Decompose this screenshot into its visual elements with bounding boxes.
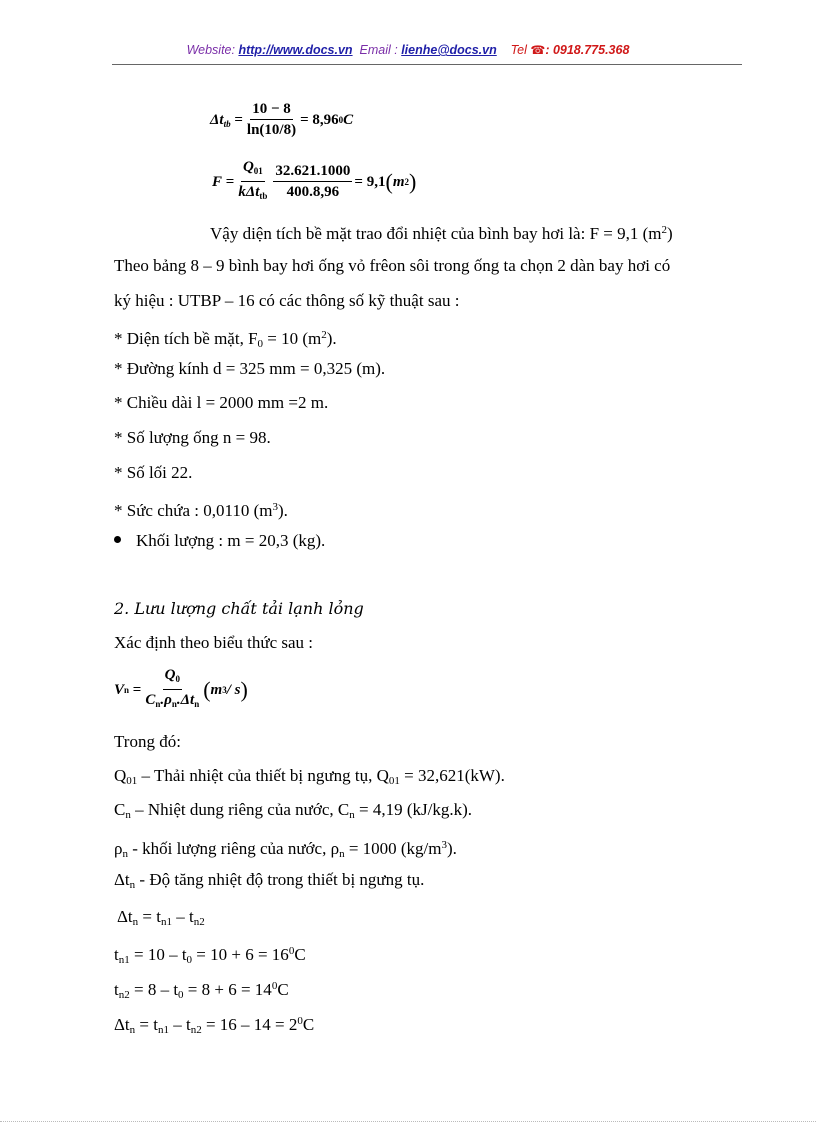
calc-tn2: $t_{n2} = 8 - t_0 = 8 + 6 = 14^0C$ — [114, 980, 289, 1001]
def-cn: $C_n$ – Nhiệt dung riêng của nước, $C_n = 4,19$ (kJ/kg.k). — [114, 800, 472, 821]
equation-delta-t-tb: $\Delta t_{tb}$ = $\frac{10 - 8}{\ln(10/8)}$ = 8,96 0 C — [210, 101, 354, 138]
spec-surface-area: * Diện tích bề mặt, $F_0 = 10$ $(m^2)$. — [114, 329, 337, 350]
spec-passes: * Số lối 22. — [114, 463, 193, 482]
spec-length: * Chiều dài l = 2000 mm =2 m. — [114, 393, 329, 412]
tel-label: Tel — [510, 43, 531, 57]
spec-diameter: * Đường kính d = 325 mm = 0,325 (m). — [114, 359, 386, 378]
email-link[interactable]: lienhe@docs.vn — [401, 43, 497, 57]
def-delta-tn: $\Delta t_n$ - Độ tăng nhiệt độ trong thiết bị ngưng tụ. — [114, 870, 425, 891]
website-label: Website: — [186, 43, 239, 57]
model-designation: ký hiệu : UTBP – 16 có các thông số kỹ thuật sau : — [114, 291, 460, 310]
equation-flow-rate: V n = $\frac{Q_0}{C_n.\rho_n.\Delta t_n}$ ( m 3 / s ) — [114, 667, 248, 709]
page-bottom-border — [0, 1121, 816, 1122]
equation-area-f: F = $\frac{Q_{01}}{k\Delta t_{tb}}$ $\frac{32.621.1000}{400.8,96}$ = 9,1 ( m 2 ) — [212, 159, 417, 201]
spec-capacity: * Sức chứa : 0,0110 $(m^3)$. — [114, 501, 288, 520]
page-header — [0, 43, 816, 57]
tel-number: : 0918.775.368 — [545, 43, 630, 57]
calc-delta-tn: $\Delta t_n = t_{n1} - t_{n2}$ — [117, 907, 205, 928]
section-intro: Xác định theo biểu thức sau : — [114, 633, 313, 652]
defs-title: Trong đó: — [114, 732, 181, 751]
area-conclusion: Vậy diện tích bề mặt trao đổi nhiệt của bình bay hơi là: F = 9,1 $(m^2)$ — [210, 224, 673, 243]
phone-icon: ☎ — [530, 43, 546, 57]
bullet-icon — [114, 536, 121, 543]
website-link[interactable]: http://www.docs.vn — [238, 43, 353, 57]
def-rho: $\rho_n$ - khối lượng riêng của nước, $\rho_n = 1000$ $(kg/m^3)$. — [114, 839, 457, 860]
spec-tube-count: * Số lượng ống n = 98. — [114, 428, 271, 447]
table-reference: Theo bảng 8 – 9 bình bay hơi ống vỏ frêon sôi trong ống ta chọn 2 dàn bay hơi có — [114, 256, 671, 275]
section-heading: 2. Lưu lượng chất tải lạnh lỏng — [114, 599, 364, 618]
calc-delta-tn-result: $\Delta t_n = t_{n1} - t_{n2} = 16 - 14 = 2^0C$ — [114, 1015, 315, 1036]
spec-mass: Khối lượng : m = 20,3 (kg). — [136, 531, 326, 550]
email-label: Email : — [359, 43, 402, 57]
header-divider — [112, 64, 742, 65]
calc-tn1: $t_{n1} = 10 - t_0 = 10 + 6 = 16^0C$ — [114, 945, 306, 966]
def-q01: $Q_{01}$ – Thải nhiệt của thiết bị ngưng tụ, $Q_{01} = 32,621(kW)$. — [114, 766, 505, 787]
